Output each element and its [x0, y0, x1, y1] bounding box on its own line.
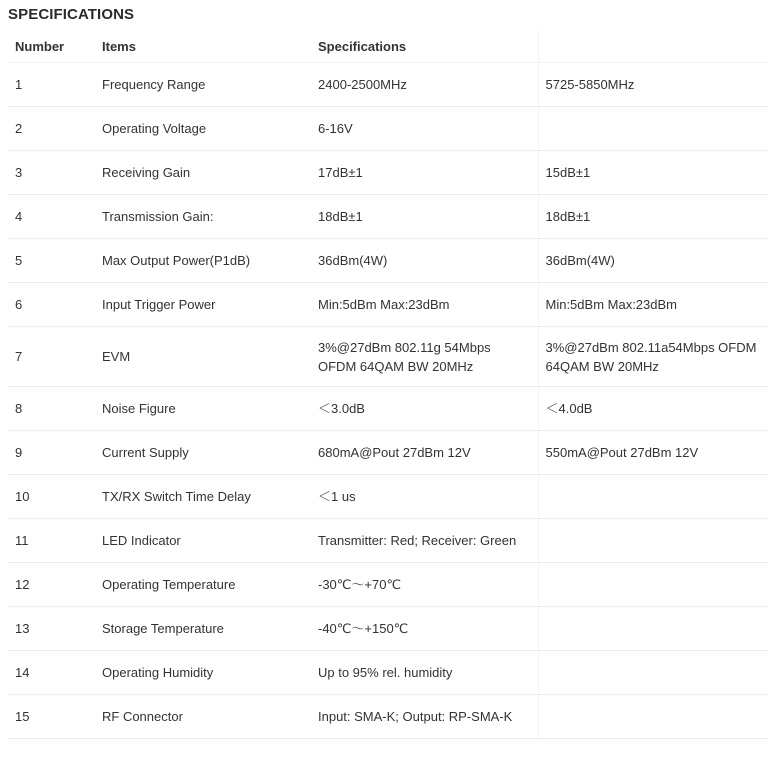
cell-spec-a: 680mA@Pout 27dBm 12V [311, 431, 538, 475]
cell-spec-a: -40℃～+150℃ [311, 607, 538, 651]
cell-spec-a: 2400-2500MHz [311, 63, 538, 107]
table-row [8, 107, 768, 151]
cell-spec-a: Input: SMA-K; Output: RP-SMA-K [311, 695, 538, 739]
cell-spec-a: 3%@27dBm 802.11g 54Mbps OFDM 64QAM BW 20MHz [311, 327, 538, 387]
table-row [8, 607, 768, 651]
cell-number: 2 [8, 107, 95, 151]
table-row [8, 327, 768, 387]
cell-number: 6 [8, 283, 95, 327]
cell-spec-b: 18dB±1 [538, 195, 768, 239]
cell-number: 15 [8, 695, 95, 739]
cell-spec-a: -30℃～+70℃ [311, 563, 538, 607]
cell-spec-a: 18dB±1 [311, 195, 538, 239]
cell-item: Input Trigger Power [95, 283, 311, 327]
cell-item: Noise Figure [95, 387, 311, 431]
cell-spec-a: ＜1 us [311, 475, 538, 519]
cell-item: LED Indicator [95, 519, 311, 563]
cell-spec-b: 5725-5850MHz [538, 63, 768, 107]
cell-number: 9 [8, 431, 95, 475]
cell-item: Max Output Power(P1dB) [95, 239, 311, 283]
cell-spec-b: 36dBm(4W) [538, 239, 768, 283]
cell-spec-b [538, 651, 768, 695]
table-row [8, 563, 768, 607]
cell-spec-a: Up to 95% rel. humidity [311, 651, 538, 695]
table-row [8, 651, 768, 695]
specifications-table [8, 31, 768, 739]
table-row [8, 387, 768, 431]
table-row [8, 431, 768, 475]
cell-item: Operating Humidity [95, 651, 311, 695]
cell-item: Receiving Gain [95, 151, 311, 195]
cell-spec-b: 550mA@Pout 27dBm 12V [538, 431, 768, 475]
cell-spec-a: Transmitter: Red; Receiver: Green [311, 519, 538, 563]
table-header-row [8, 31, 768, 63]
cell-item: Operating Temperature [95, 563, 311, 607]
column-header-number: Number [8, 31, 95, 63]
cell-item: Transmission Gain: [95, 195, 311, 239]
cell-number: 14 [8, 651, 95, 695]
cell-item: Storage Temperature [95, 607, 311, 651]
cell-spec-b: 15dB±1 [538, 151, 768, 195]
cell-number: 5 [8, 239, 95, 283]
cell-number: 11 [8, 519, 95, 563]
cell-item: Operating Voltage [95, 107, 311, 151]
cell-item: Current Supply [95, 431, 311, 475]
cell-number: 13 [8, 607, 95, 651]
cell-spec-a: 17dB±1 [311, 151, 538, 195]
cell-spec-b [538, 607, 768, 651]
cell-item: EVM [95, 327, 311, 387]
cell-item: TX/RX Switch Time Delay [95, 475, 311, 519]
column-header-items: Items [95, 31, 311, 63]
cell-spec-b [538, 563, 768, 607]
table-row [8, 63, 768, 107]
cell-spec-b [538, 107, 768, 151]
cell-spec-a: ＜3.0dB [311, 387, 538, 431]
page-title: SPECIFICATIONS [8, 6, 135, 23]
cell-number: 7 [8, 327, 95, 387]
cell-spec-b: Min:5dBm Max:23dBm [538, 283, 768, 327]
cell-number: 10 [8, 475, 95, 519]
cell-spec-a: Min:5dBm Max:23dBm [311, 283, 538, 327]
cell-spec-b [538, 519, 768, 563]
cell-spec-b: ＜4.0dB [538, 387, 768, 431]
table-row [8, 151, 768, 195]
cell-item: RF Connector [95, 695, 311, 739]
cell-spec-b [538, 475, 768, 519]
table-row [8, 475, 768, 519]
cell-number: 8 [8, 387, 95, 431]
column-header-spec-b [538, 31, 768, 63]
cell-number: 4 [8, 195, 95, 239]
cell-item: Frequency Range [95, 63, 311, 107]
cell-spec-a: 6-16V [311, 107, 538, 151]
table-row [8, 695, 768, 739]
table-row [8, 195, 768, 239]
cell-number: 3 [8, 151, 95, 195]
column-header-specifications: Specifications [311, 31, 538, 63]
table-row [8, 239, 768, 283]
table-row [8, 283, 768, 327]
cell-number: 1 [8, 63, 95, 107]
cell-spec-a: 36dBm(4W) [311, 239, 538, 283]
cell-spec-b [538, 695, 768, 739]
cell-spec-b: 3%@27dBm 802.11a54Mbps OFDM 64QAM BW 20MHz [538, 327, 768, 387]
table-row [8, 519, 768, 563]
cell-number: 12 [8, 563, 95, 607]
